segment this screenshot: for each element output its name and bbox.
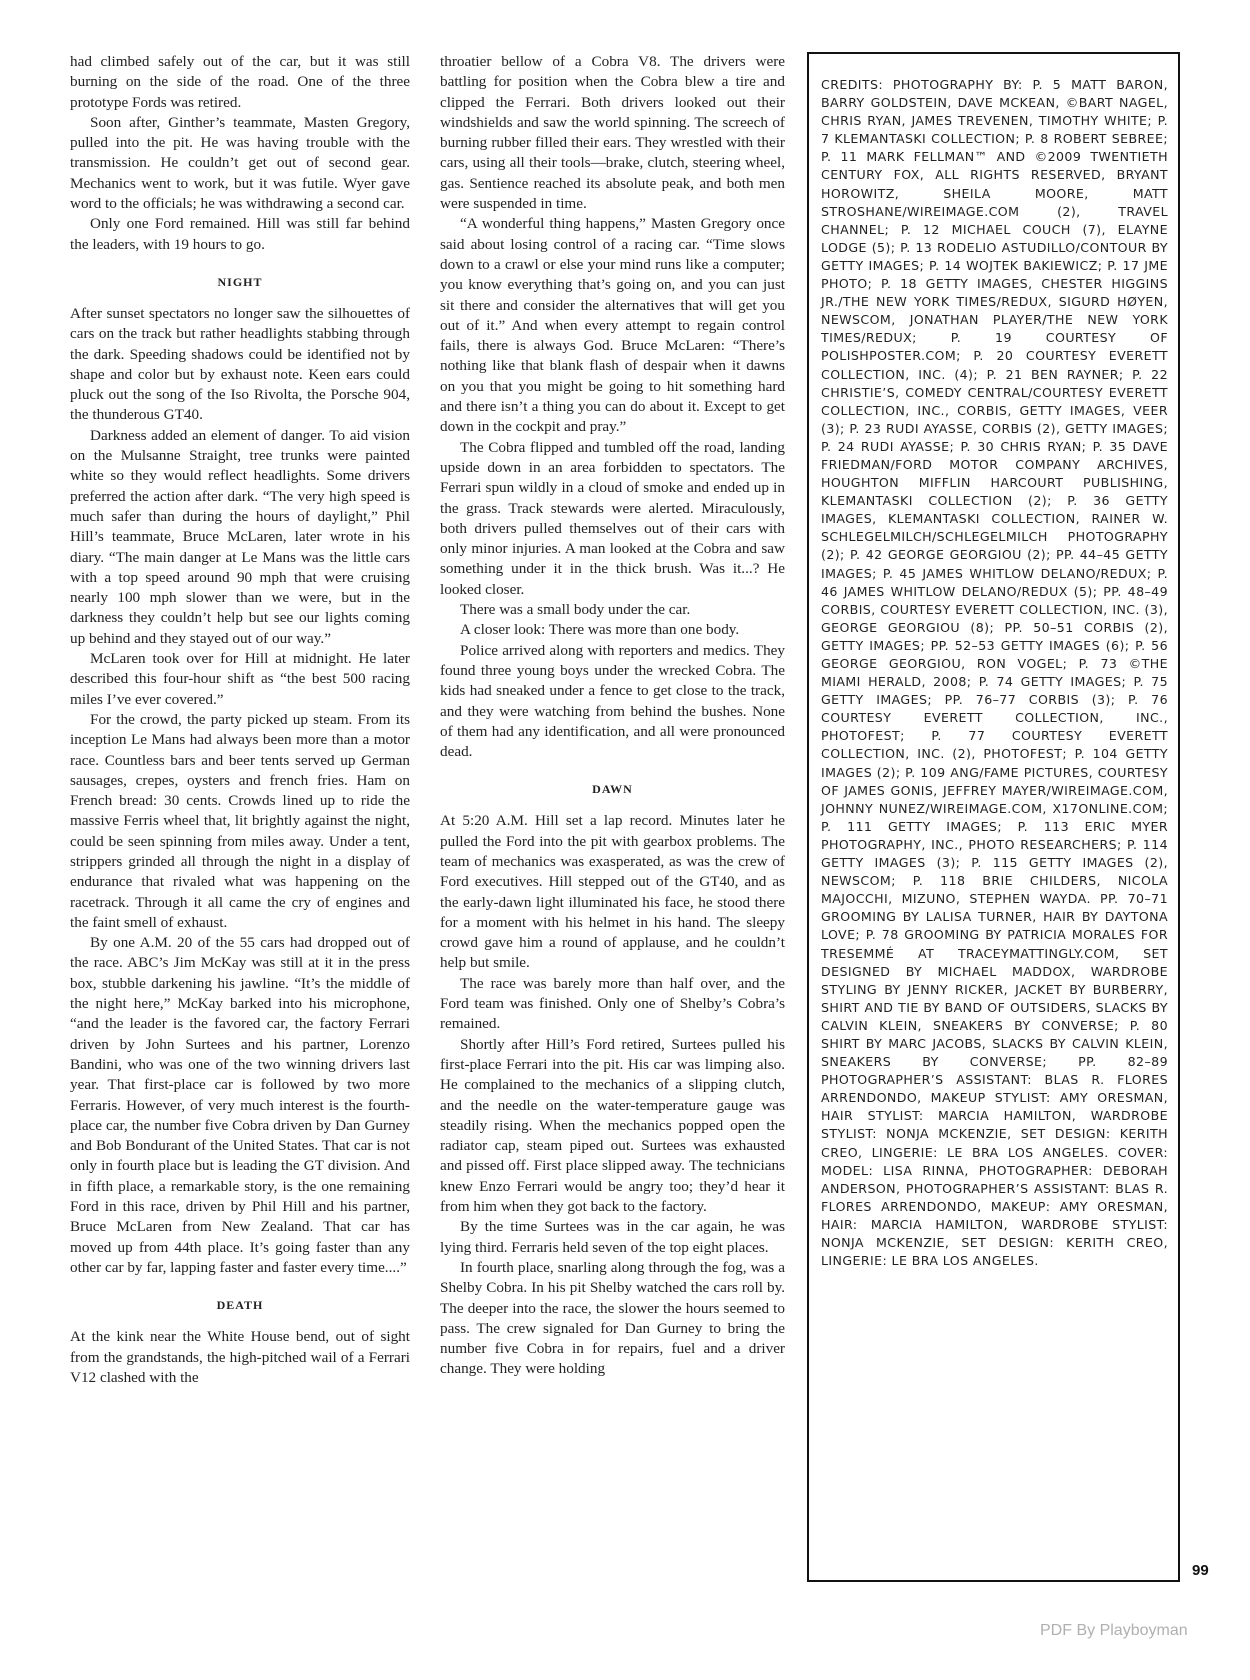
photo-credits-box xyxy=(807,52,1180,1582)
watermark: PDF By Playboyman xyxy=(1040,1622,1188,1639)
paragraph: Soon after, Ginther’s teammate, Masten Gregory, pulled into the pit. He was having trouble with the transmission. He couldn’t get out of second gear. Mechanics went to work, but it was futile. Wyer gave word to the officials; he was withdrawing a second car. xyxy=(70,113,410,213)
section-heading-dawn: DAWN xyxy=(592,782,633,797)
paragraph: For the crowd, the party picked up steam. From its inception Le Mans had always been more than a motor race. Countless bars and beer tents served up German sausages, crepes, oysters and french fries. Ham on French bread: 30 cents. Crowds lined up to ride the massive Ferris wheel that, lit brightly against the night, could be seen spinning from miles away. Under a tent, strippers grinded all through the night in a display of endurance that rivaled what was happening on the racetrack. Through it all came the cry of engines and the faint smell of exhaust. xyxy=(70,710,410,931)
paragraph: Darkness added an element of danger. To aid vision on the Mulsanne Straight, tree trunks were painted white so they would reflect headlights. Some drivers preferred the action after dark. “The very high speed is much safer than during the hours of daylight,” Phil Hill’s teammate, Bruce McLaren, later wrote in his diary. “The main danger at Le Mans was the little cars with a top speed around 90 mph that were cruising nearly 100 mph slower than we were, but in the darkness they couldn’t help but see our lights coming up behind and they stayed out of our way.” xyxy=(70,426,410,647)
photo-credits-text: CREDITS: PHOTOGRAPHY BY: P. 5 MATT BARON, BARRY GOLDSTEIN, DAVE MCKEAN, ©BART NAGEL, CHRIS RYAN, JAMES TREVENEN, TIMOTHY WHITE; P. 7 KLEMANTASKI COLLECTION; P. 8 ROBERT SEBREE; P. 11 MARK FELLMAN™ AND ©2009 TWENTIETH CENTURY FOX, ALL RIGHTS RESERVED, BRYANT HOROWITZ, SHEILA MOORE, MATT STROSHANE/WIREIMAGE.COM (2), TRAVEL CHANNEL; P. 12 MICHAEL COUCH (7), ELAYNE LODGE (5); P. 13 RODELIO ASTUDILLO/CONTOUR BY GETTY IMAGES; P. 14 WOJTEK BAKIEWICZ; P. 17 JME PHOTO; P. 18 GETTY IMAGES, CHESTER HIGGINS JR./THE NEW YORK TIMES/REDUX, SIGURD HØYEN, NEWSCOM, JONATHAN PLAYER/THE NEW YORK TIMES/REDUX; P. 19 COURTESY OF POLISHPOSTER.COM; P. 20 COURTESY EVERETT COLLECTION, INC. (4); P. 21 BEN RAYNER; P. 22 CHRISTIE’S, COMEDY CENTRAL/COURTESY EVERETT COLLECTION, INC., CORBIS, GETTY IMAGES, VEER (3); P. 23 RUDI AYASSE, CORBIS (2), GETTY IMAGES; P. 24 RUDI AYASSE; P. 30 CHRIS RYAN; P. 35 DAVE FRIEDMAN/FORD MOTOR COMPANY ARCHIVES, HOUGHTON MIFFLIN HARCOURT PUBLISHING, KLEMANTASKI COLLECTION (2); P. 36 GETTY IMAGES, KLEMANTASKI COLLECTION, RAINER W. SCHLEGELMILCH/SCHLEGELMILCH PHOTOGRAPHY (2); P. 42 GEORGE GEORGIOU (2); PP. 44–45 GETTY IMAGES; P. 45 JAMES WHITLOW DELANO/REDUX; P. 46 JAMES WHITLOW DELANO/REDUX (5); PP. 48–49 CORBIS, COURTESY EVERETT COLLECTION, INC. (3), GEORGE GEORGIOU (8); PP. 50–51 CORBIS (2), GETTY IMAGES; PP. 52–53 GETTY IMAGES (6); P. 56 GEORGE GEORGIOU, RON VOGEL; P. 73 ©THE MIAMI HERALD, 2008; P. 74 GETTY IMAGES; P. 75 GETTY IMAGES; PP. 76–77 CORBIS (3); P. 76 COURTESY EVERETT COLLECTION, INC., PHOTOFEST; P. 77 COURTESY EVERETT COLLECTION, INC. (2), PHOTOFEST; P. 104 GETTY IMAGES (2); P. 109 ANG/FAME PICTURES, COURTESY OF JAMES GONIS, JEFFREY MAYER/WIREIMAGE.COM, JOHNNY NUNEZ/WIREIMAGE.COM, X17ONLINE.COM; P. 111 GETTY IMAGES; P. 113 ERIC MYER PHOTOGRAPHY, INC., PHOTO RESEARCHERS; P. 114 GETTY IMAGES (3); P. 115 GETTY IMAGES (2), NEWSCOM; P. 118 BRIE CHILDERS, NICOLA MAJOCCHI, MIZUNO, STEPHEN WAYDA. PP. 70–71 GROOMING BY LALISA TURNER, HAIR BY DAYTONA LOVE; P. 78 GROOMING BY PATRICIA MORALES FOR TRESEMMÉ AT TRACEYMATTINGLY.COM, SET DESIGNED BY MICHAEL MADDOX, WARDROBE STYLING BY JENNY RICKER, JACKET BY BURBERRY, SHIRT AND TIE BY BAND OF OUTSIDERS, SLACKS BY CALVIN KLEIN, SNEAKERS BY CONVERSE; P. 80 SHIRT BY MARC JACOBS, SLACKS BY CALVIN KLEIN, SNEAKERS BY CONVERSE; PP. 82–89 PHOTOGRAPHER’S ASSISTANT: BLAS R. FLORES ARRENDONDO, MAKEUP STYLIST: AMY ORESMAN, HAIR STYLIST: MARCIA HAMILTON, WARDROBE STYLIST: NONJA MCKENZIE, SET DESIGN: KERITH CREO, LINGERIE: LE BRA LOS ANGELES. COVER: MODEL: LISA RINNA, PHOTOGRAPHER: DEBORAH ANDERSON, PHOTOGRAPHER’S ASSISTANT: BLAS R. FLORES ARRENDONDO, MAKEUP: AMY ORESMAN, HAIR: MARCIA HAMILTON, WARDROBE STYLIST: NONJA MCKENZIE, SET DESIGN: KERITH CREO, LINGERIE: LE BRA LOS ANGELES. xyxy=(821,77,1168,1269)
paragraph: A closer look: There was more than one body. xyxy=(460,621,740,639)
paragraph: “A wonderful thing happens,” Masten Gregory once said about losing control of a racing car. “Time slows down to a crawl or else your mind runs like a computer; you know everything that’s going on, and you can just sit there and consider the alternatives that will get you out of it.” And when every attempt to regain control fails, there is always God. Bruce McLaren: “There’s nothing like that blank flash of despair when it dawns on you that you might be going to hit something hard and there isn’t a thing you can do about it. Except to get down in the cockpit and pray.” xyxy=(440,215,785,436)
paragraph: After sunset spectators no longer saw the silhouettes of cars on the track but rather headlights stabbing through the dark. Speeding shadows could be identified not by shape and color but by exhaust note. Keen ears could pluck out the song of the Iso Rivolta, the Porsche 904, the thunderous GT40. xyxy=(70,304,410,424)
paragraph: By one A.M. 20 of the 55 cars had dropped out of the race. ABC’s Jim McKay was still at it in the press box, stubble darkening his jawline. “It’s the middle of the night here,” McKay barked into his microphone, “and the leader is the favored car, the factory Ferrari driven by John Surtees and his partner, Lorenzo Bandini, who was one of the two winning drivers last year. That first-place car is followed by two more Ferraris. However, of very much interest is the fourth-place car, the number five Cobra driven by Dan Gurney and Bob Bondurant of the United States. That car is not only in fourth place but is leading the GT division. And in fifth place, a remarkable story, is the one remaining Ford in this race, driven by Phil Hill and his partner, Bruce McLaren from New Zealand. That car has moved up from 44th place. It’s going faster than any other car by far, lapping faster and faster every time....” xyxy=(70,934,410,1276)
paragraph: McLaren took over for Hill at midnight. He later described this four-hour shift as “the best 500 racing miles I’ve ever covered.” xyxy=(70,650,410,708)
paragraph: Shortly after Hill’s Ford retired, Surtees pulled his first-place Ferrari into the pit. His car was limping also. He complained to the mechanics of a slipping clutch, and the needle on the water-temperature gauge was steadily rising. When the mechanics popped open the radiator cap, steam piped out. Surtees was exhausted and pissed off. First place slipped away. The technicians knew Enzo Ferrari would be angry too; they’d hear it from him when they got back to the factory. xyxy=(440,1035,785,1216)
article-column-middle xyxy=(440,52,785,1612)
paragraph: The Cobra flipped and tumbled off the road, landing upside down in an area forbidden to spectators. The Ferrari spun wildly in a cloud of smoke and ended up in the grass. Track stewards were alerted. Miraculously, both drivers pulled themselves out of their cars with only minor injuries. A man looked at the Cobra and saw something under it in the thick brush. Was it...? He looked closer. xyxy=(440,438,785,598)
paragraph: At 5:20 A.M. Hill set a lap record. Minutes later he pulled the Ford into the pit with gearbox problems. The team of mechanics was exasperated, as was the crew of Ford executives. Hill stepped out of the GT40, and as the early-dawn light illuminated his face, he stood there for a moment with his helmet in his hand. The sleepy crowd gave him a round of applause, and he couldn’t help but smile. xyxy=(440,812,785,972)
paragraph: The race was barely more than half over, and the Ford team was finished. Only one of Shelby’s Cobra’s remained. xyxy=(440,974,785,1033)
article-column-left xyxy=(70,52,410,1612)
section-heading-death: DEATH xyxy=(216,1298,264,1313)
paragraph: At the kink near the White House bend, out of sight from the grandstands, the high-pitched wail of a Ferrari V12 clashed with the xyxy=(70,1328,410,1386)
paragraph: throatier bellow of a Cobra V8. The drivers were battling for position when the Cobra blew a tire and clipped the Ferrari. Both drivers looked out their windshields and saw the world spinning. The screech of burning rubber filled their ears. They wrestled with their cars, using all their tools—brake, clutch, steering wheel, gas. Sentience reached its absolute peak, and both men were suspended in time. xyxy=(440,53,785,213)
paragraph: In fourth place, snarling along through the fog, was a Shelby Cobra. In his pit Shelby watched the cars roll by. The deeper into the race, the slower the hours seemed to pass. The crew signaled for Dan Gurney to bring the number five Cobra in for repairs, fuel and a driver change. They were holding xyxy=(440,1258,785,1378)
paragraph: Police arrived along with reporters and medics. They found three young boys under the wrecked Cobra. The kids had sneaked under a fence to get close to the track, and they were watching from behind the bushes. None of them had any identification, and all were pronounced dead. xyxy=(440,641,785,761)
paragraph: By the time Surtees was in the car again, he was lying third. Ferraris held seven of the top eight places. xyxy=(440,1218,785,1256)
paragraph: had climbed safely out of the car, but it was still burning on the side of the road. One of the three prototype Fords was retired. xyxy=(70,53,410,111)
page-number: 99 xyxy=(1192,1562,1209,1579)
section-heading-night: NIGHT xyxy=(217,274,263,289)
paragraph: There was a small body under the car. xyxy=(460,601,691,619)
paragraph: Only one Ford remained. Hill was still far behind the leaders, with 19 hours to go. xyxy=(70,215,410,253)
